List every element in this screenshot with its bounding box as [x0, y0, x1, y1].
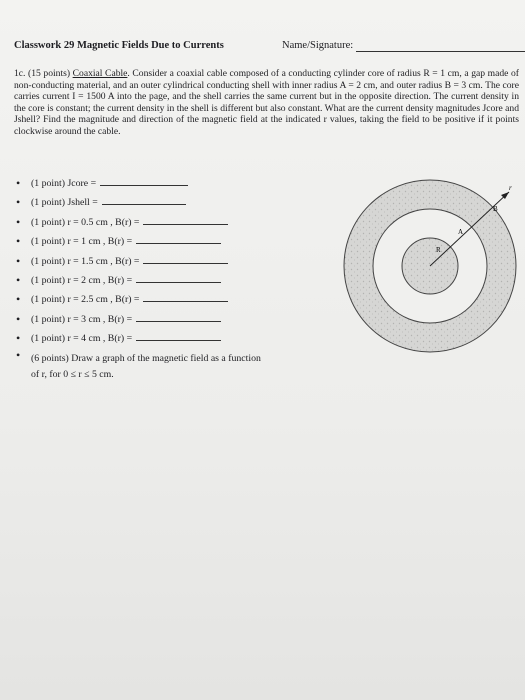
- answer-blank[interactable]: [136, 232, 221, 244]
- answer-blank[interactable]: [102, 193, 186, 205]
- question-text: (1 point) r = 1 cm , B(r) =: [31, 236, 133, 248]
- question-item: [14, 252, 314, 271]
- question-text: (1 point) r = 1.5 cm , B(r) =: [31, 255, 140, 267]
- question-text: (1 point) r = 2 cm , B(r) =: [31, 274, 133, 286]
- name-signature-line: [356, 51, 525, 52]
- graph-task-line2: of r, for 0 ≤ r ≤ 5 cm.: [31, 368, 114, 380]
- question-text: (1 point) Jcore =: [31, 178, 97, 189]
- question-text: (1 point) Jshell =: [31, 197, 98, 209]
- graph-task: [14, 349, 314, 383]
- question-text: (1 point) r = 3 cm , B(r) =: [31, 313, 133, 325]
- label-A: A: [458, 228, 464, 236]
- answer-blank[interactable]: [136, 329, 221, 341]
- question-text: (1 point) r = 0.5 cm , B(r) =: [31, 216, 140, 228]
- label-r: r: [509, 184, 512, 192]
- label-B: B: [493, 205, 498, 213]
- answer-blank[interactable]: [143, 290, 228, 302]
- problem-statement: [14, 68, 519, 138]
- answer-blank[interactable]: [143, 213, 228, 225]
- coaxial-cable-diagram: [338, 178, 520, 356]
- question-item: [14, 310, 314, 329]
- problem-lead: 1c. (15 points): [14, 68, 71, 79]
- problem-topic: Coaxial Cable: [72, 68, 128, 79]
- label-R: R: [436, 246, 441, 254]
- question-list: [14, 174, 314, 383]
- answer-blank[interactable]: [100, 174, 188, 186]
- question-item: [14, 193, 314, 212]
- graph-task-line1: • (6 points) Draw a graph of the magnetic field as a function: [31, 352, 261, 364]
- question-item: [14, 174, 314, 193]
- name-signature-label: Name/Signature:: [282, 40, 354, 51]
- question-item: [14, 290, 314, 309]
- question-item: [14, 271, 314, 290]
- question-item: [14, 213, 314, 232]
- worksheet-title: Classwork 29 Magnetic Fields Due to Currents: [14, 40, 224, 51]
- answer-blank[interactable]: [136, 271, 221, 283]
- worksheet-header: [14, 40, 519, 51]
- coaxial-cable-figure: [338, 178, 520, 356]
- question-text: (1 point) r = 4 cm , B(r) =: [31, 333, 133, 345]
- question-item: [14, 232, 314, 251]
- question-item: [14, 329, 314, 348]
- answer-blank[interactable]: [136, 310, 221, 322]
- question-text: (1 point) r = 2.5 cm , B(r) =: [31, 294, 140, 306]
- answer-blank[interactable]: [143, 252, 228, 264]
- problem-text: . Consider a coaxial cable composed of a conducting cylinder core of radius R = 1 cm, a gap made of non-conducting material, and an outer cylindrical conducting shell with inner radius A = 2 cm, and outer radius B = 3 cm. The core carries current I = 1500 A into the page, and the shell carries the same current but in the opposite direction. The current density in the core is constant; the current density in the shell is different but also constant. What are the current density magnitudes Jcore and Jshell? Find the magnitude and direction of the magnetic field at the indicated r values, taking the field to be positive if it points clockwise around the cable.: [14, 68, 519, 137]
